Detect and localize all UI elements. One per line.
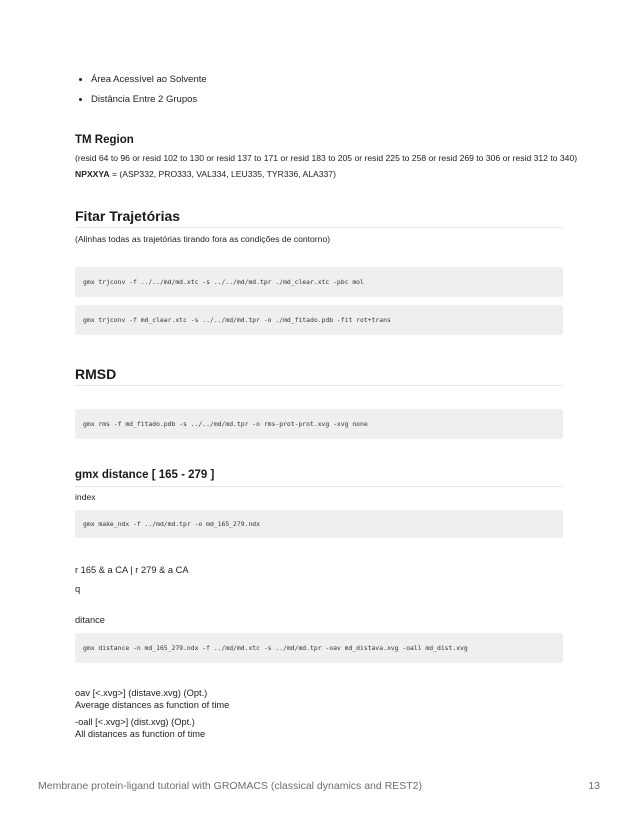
list-item: • Distância Entre 2 Grupos [91, 94, 207, 106]
section-divider [75, 385, 563, 386]
code-text: gmx trjconv -f ../../md/md.xtc -s ../../md/md.tpr ./md_clear.xtc -pbc mol [83, 278, 364, 286]
footer-title: Membrane protein-ligand tutorial with GROMACS (classical dynamics and REST2) [38, 780, 422, 792]
index-selection: r 165 & a CA | r 279 & a CA [75, 565, 189, 575]
analysis-list [75, 74, 207, 114]
code-block-make-ndx[interactable] [75, 510, 563, 538]
code-text: gmx rms -f md_fitado.pdb -s ../../md/md.tpr -o rms-prot-prot.xvg -xvg none [83, 420, 368, 428]
oav-option: oav [<.xvg>] (distave.xvg) (Opt.) [75, 688, 208, 698]
code-block-trjconv-pbc[interactable] [75, 267, 563, 297]
rmsd-heading: RMSD [75, 366, 117, 382]
code-text: gmx make_ndx -f ../md/md.tpr -o md_165_279.ndx [83, 520, 260, 528]
oall-option: -oall [<.xvg>] (dist.xvg) (Opt.) [75, 717, 195, 727]
index-label: index [75, 492, 96, 502]
fitar-note: (Alinhas todas as trajetórias tirando fora as condições de contorno) [75, 234, 331, 244]
section-divider [75, 227, 563, 228]
code-block-rms[interactable] [75, 409, 563, 439]
tm-region-selection: (resid 64 to 96 or resid 102 to 130 or resid 137 to 171 or resid 183 to 205 or resid 225 to 258 or resid 269 to 306 or resid 312 to 340) [75, 153, 578, 163]
tm-region-heading: TM Region [75, 134, 134, 146]
distance-label: ditance [75, 615, 105, 625]
oav-description: Average distances as function of time [75, 700, 230, 710]
code-text: gmx trjconv -f md_clear.xtc -s ../../md/md.tpr -o ./md_fitado.pdb -fit rot+trans [83, 316, 391, 324]
list-item: • Área Acessível ao Solvente [91, 74, 207, 86]
page-footer [38, 780, 600, 792]
fitar-heading: Fitar Trajetórias [75, 208, 181, 224]
code-block-trjconv-fit[interactable] [75, 305, 563, 335]
section-divider [75, 486, 563, 487]
npxxya-value: = (ASP332, PRO333, VAL334, LEU335, TYR336, ALA337) [109, 169, 336, 179]
distance-heading: gmx distance [ 165 - 279 ] [75, 469, 215, 481]
npxxya-label: NPXXYA [75, 169, 110, 179]
code-text: gmx distance -n md_165_279.ndx -f ../md/md.xtc -s ../md/md.tpr -oav md_distava.xvg -oall md_dist.xvg [83, 644, 468, 652]
oall-description: All distances as function of time [75, 729, 206, 739]
code-block-distance[interactable] [75, 633, 563, 663]
npxxya-line [75, 168, 563, 180]
page-number: 13 [588, 780, 600, 792]
quit-command: q [75, 584, 81, 594]
